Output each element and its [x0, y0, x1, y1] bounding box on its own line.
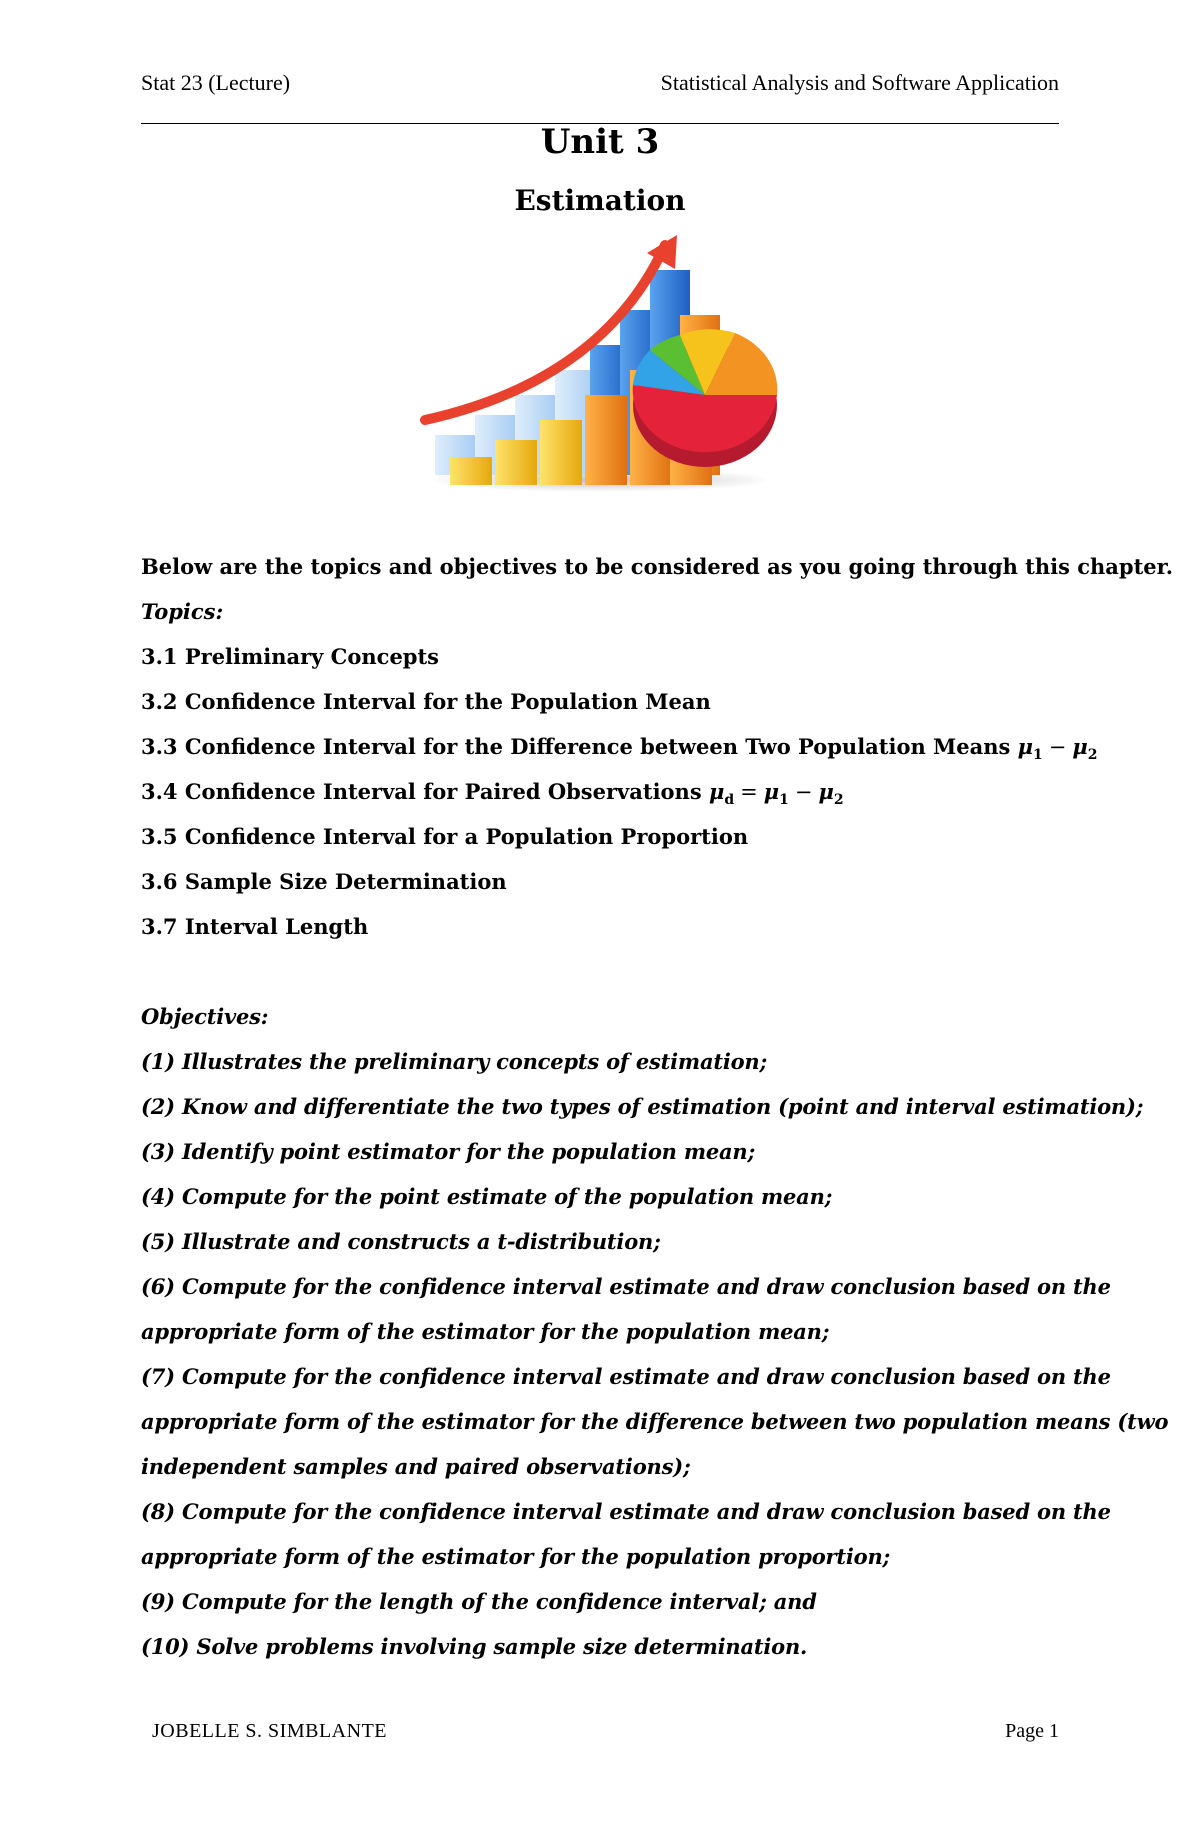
objective-item: (7) Compute for the confidence interval estimate and draw conclusion based on the — [141, 1364, 1111, 1389]
math-mud-equals: $\mu_d = \mu_1 - \mu_2$ — [708, 779, 844, 809]
header-course: Stat 23 (Lecture) — [141, 70, 291, 95]
objective-item: (4) Compute for the point estimate of the population mean; — [141, 1184, 833, 1209]
objective-item: (10) Solve problems involving sample size determination. — [141, 1634, 808, 1659]
intro-text: Below are the topics and objectives to be considered as you going through this chapter. — [141, 554, 1174, 579]
objective-item: (9) Compute for the length of the confidence interval; and — [141, 1589, 817, 1614]
objectives-label: Objectives: — [141, 1004, 269, 1029]
unit-title: Unit 3 — [540, 122, 660, 162]
objective-item: (3) Identify point estimator for the population mean; — [141, 1139, 756, 1164]
objective-item: (8) Compute for the confidence interval estimate and draw conclusion based on the — [141, 1499, 1111, 1524]
chart-growth-illustration-icon — [415, 235, 785, 495]
footer-author: JOBELLE S. SIMBLANTE — [152, 1720, 387, 1742]
chapter-title: Estimation — [514, 184, 686, 217]
topic-item: 3.5 Confidence Interval for a Population Proportion — [141, 824, 749, 849]
math-mu1-minus-mu2: $\mu_1 - \mu_2$ — [1017, 734, 1098, 764]
objective-item: independent samples and paired observations); — [141, 1454, 691, 1479]
topic-item: 3.2 Confidence Interval for the Population Mean — [141, 689, 711, 714]
objective-item: appropriate form of the estimator for the population proportion; — [141, 1544, 891, 1569]
objective-item: appropriate form of the estimator for the difference between two population means (two — [141, 1409, 1169, 1434]
topic-item: 3.4 Confidence Interval for Paired Observations $\mu_d = \mu_1 - \mu_2$ — [141, 779, 844, 809]
topic-item: 3.7 Interval Length — [141, 914, 369, 939]
topic-item: 3.6 Sample Size Determination — [141, 869, 507, 894]
objective-item: (1) Illustrates the preliminary concepts of estimation; — [141, 1049, 768, 1074]
topics-label: Topics: — [141, 599, 224, 624]
objective-item: appropriate form of the estimator for the population mean; — [141, 1319, 830, 1344]
objective-item: (5) Illustrate and constructs a t-distribution; — [141, 1229, 661, 1254]
objective-item: (2) Know and differentiate the two types of estimation (point and interval estimation); — [141, 1094, 1144, 1119]
topic-item: 3.1 Preliminary Concepts — [141, 644, 440, 669]
topic-item: 3.3 Confidence Interval for the Difference between Two Population Means $\mu_1 - \mu_2$ — [141, 734, 1098, 764]
footer-page-number: Page 1 — [1005, 1720, 1059, 1742]
header-subject: Statistical Analysis and Software Application — [660, 70, 1059, 95]
objective-item: (6) Compute for the confidence interval estimate and draw conclusion based on the — [141, 1274, 1111, 1299]
